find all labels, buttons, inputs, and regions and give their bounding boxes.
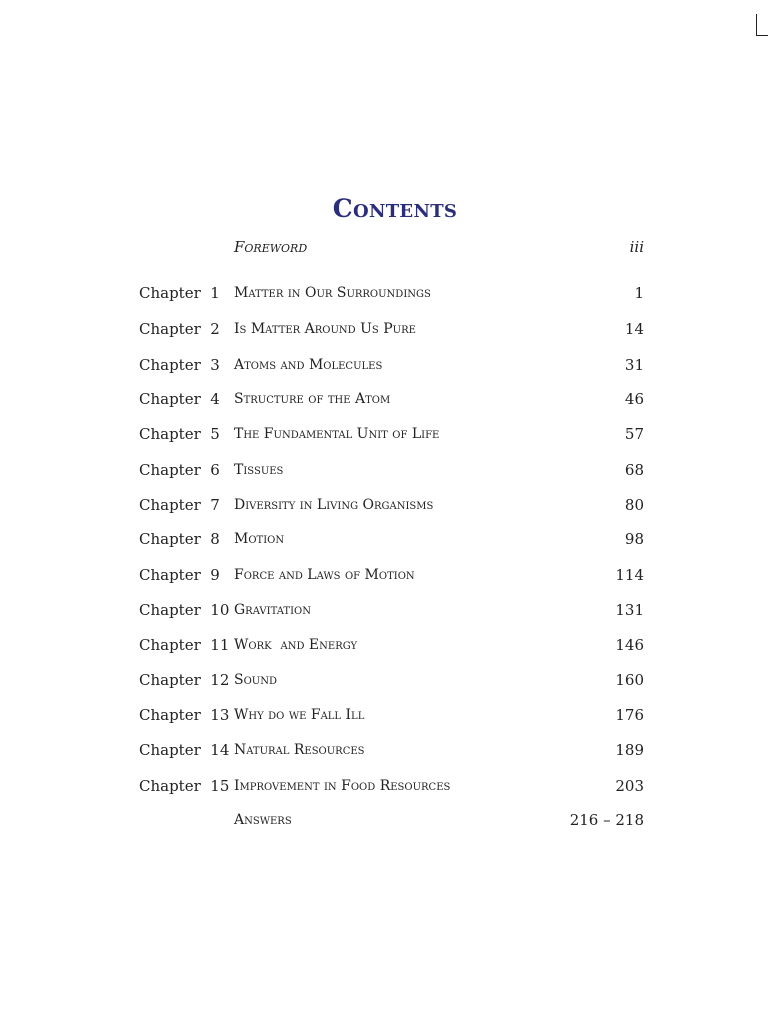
answers-label: Answers [234,812,292,828]
chapter-number: Chapter 3 [139,356,220,374]
chapter-number: Chapter 15 [139,777,230,795]
chapter-row [0,776,768,800]
answers-row [0,810,768,834]
chapter-page: 146 [615,636,644,654]
chapter-number: Chapter 6 [139,461,220,479]
chapter-row [0,565,768,589]
chapter-number: Chapter 11 [139,636,230,654]
chapter-title: Work and Energy [234,637,358,653]
chapter-row [0,355,768,379]
chapter-number: Chapter 5 [139,425,220,443]
chapter-page: 131 [615,601,644,619]
chapter-title: Natural Resources [234,742,365,758]
chapter-title: Matter in Our Surroundings [234,285,431,301]
chapter-page: 189 [615,741,644,759]
chapter-page: 160 [615,671,644,689]
chapter-row [0,670,768,694]
chapter-page: 176 [615,706,644,724]
chapter-number: Chapter 7 [139,496,220,514]
crop-mark [756,14,768,36]
chapter-number: Chapter 12 [139,671,230,689]
chapter-row [0,424,768,448]
chapter-number: Chapter 13 [139,706,230,724]
chapter-number: Chapter 2 [139,320,220,338]
chapter-row [0,600,768,624]
chapter-number: Chapter 1 [139,284,220,302]
chapter-page: 203 [615,777,644,795]
chapter-title: Sound [234,672,277,688]
chapter-page: 1 [634,284,644,302]
chapter-title: Structure of the Atom [234,391,391,407]
chapter-page: 80 [624,496,644,514]
chapter-title: Is Matter Around Us Pure [234,321,416,337]
chapter-row [0,740,768,764]
chapter-number: Chapter 8 [139,530,220,548]
chapter-title: Improvement in Food Resources [234,778,451,794]
chapter-row [0,389,768,413]
chapter-number: Chapter 10 [139,601,230,619]
page-title: Contents [332,194,458,223]
chapter-page: 98 [624,530,644,548]
chapter-title: Motion [234,531,285,547]
chapter-page: 114 [615,566,644,584]
chapter-title: Atoms and Molecules [234,357,383,373]
chapter-row [0,705,768,729]
chapter-row [0,495,768,519]
chapter-page: 68 [624,461,644,479]
answers-page: 216 – 218 [569,811,644,829]
chapter-row [0,283,768,307]
chapter-page: 31 [624,356,644,374]
foreword-page: iii [629,238,644,256]
chapter-title: Force and Laws of Motion [234,567,415,583]
chapter-row [0,460,768,484]
chapter-number: Chapter 9 [139,566,220,584]
chapter-row [0,529,768,553]
chapter-number: Chapter 14 [139,741,230,759]
chapter-row [0,319,768,343]
chapter-page: 57 [624,425,644,443]
chapter-row [0,635,768,659]
chapter-title: The Fundamental Unit of Life [234,426,440,442]
foreword-label: Foreword [234,238,308,256]
chapter-title: Diversity in Living Organisms [234,497,434,513]
chapter-title: Why do we Fall Ill [234,707,365,723]
chapter-number: Chapter 4 [139,390,220,408]
foreword-row [0,237,768,261]
chapter-title: Tissues [234,462,284,478]
chapter-page: 46 [624,390,644,408]
chapter-title: Gravitation [234,602,311,618]
chapter-page: 14 [624,320,644,338]
